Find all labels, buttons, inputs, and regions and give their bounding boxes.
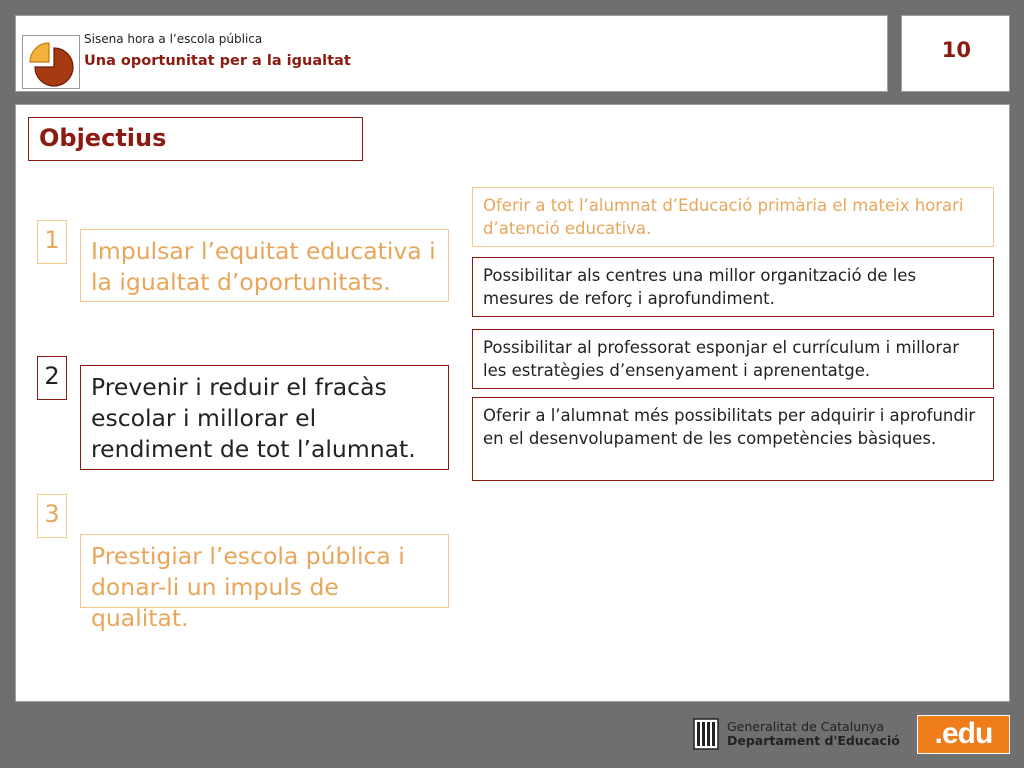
detail-box-1: Oferir a tot l’alumnat d’Educació primària el mateix horari d’atenció educativa.: [472, 187, 994, 247]
detail-box-4: Oferir a l’alumnat més possibilitats per adquirir i aprofundir en el desenvolupament de les competències bàsiques.: [472, 397, 994, 481]
pie-chart-icon: [22, 35, 80, 89]
goal-number-2: 2: [37, 356, 67, 400]
presentation-subtitle: Sisena hora a l’escola pública: [84, 32, 263, 46]
slide-content: [15, 104, 1010, 702]
detail-box-2: Possibilitar als centres una millor organització de les mesures de reforç i aprofundiment.: [472, 257, 994, 317]
detail-box-3: Possibilitar al professorat esponjar el currículum i millorar les estratègies d’ensenyament i aprenentatge.: [472, 329, 994, 389]
goal-1: Impulsar l’equitat educativa i la igualtat d’oportunitats.: [80, 229, 449, 302]
goal-number-1: 1: [37, 220, 67, 264]
goal-2: Prevenir i reduir el fracàs escolar i millorar el rendiment de tot l’alumnat.: [80, 365, 449, 470]
page-number-panel: [901, 15, 1010, 92]
goal-3: Prestigiar l’escola pública i donar-li un impuls de qualitat.: [80, 534, 449, 608]
edu-logo: .edu: [917, 715, 1010, 754]
generalitat-name: Generalitat de Catalunya: [727, 719, 885, 734]
department-name: Departament d'Educació: [727, 733, 900, 748]
page-number: 10: [941, 38, 971, 62]
presentation-title: Una oportunitat per a la igualtat: [84, 53, 351, 69]
section-heading: Objectius: [28, 117, 363, 161]
header-panel: [15, 15, 888, 92]
generalitat-text: [727, 720, 900, 748]
goal-number-3: 3: [37, 494, 67, 538]
generalitat-emblem-icon: [693, 718, 721, 752]
